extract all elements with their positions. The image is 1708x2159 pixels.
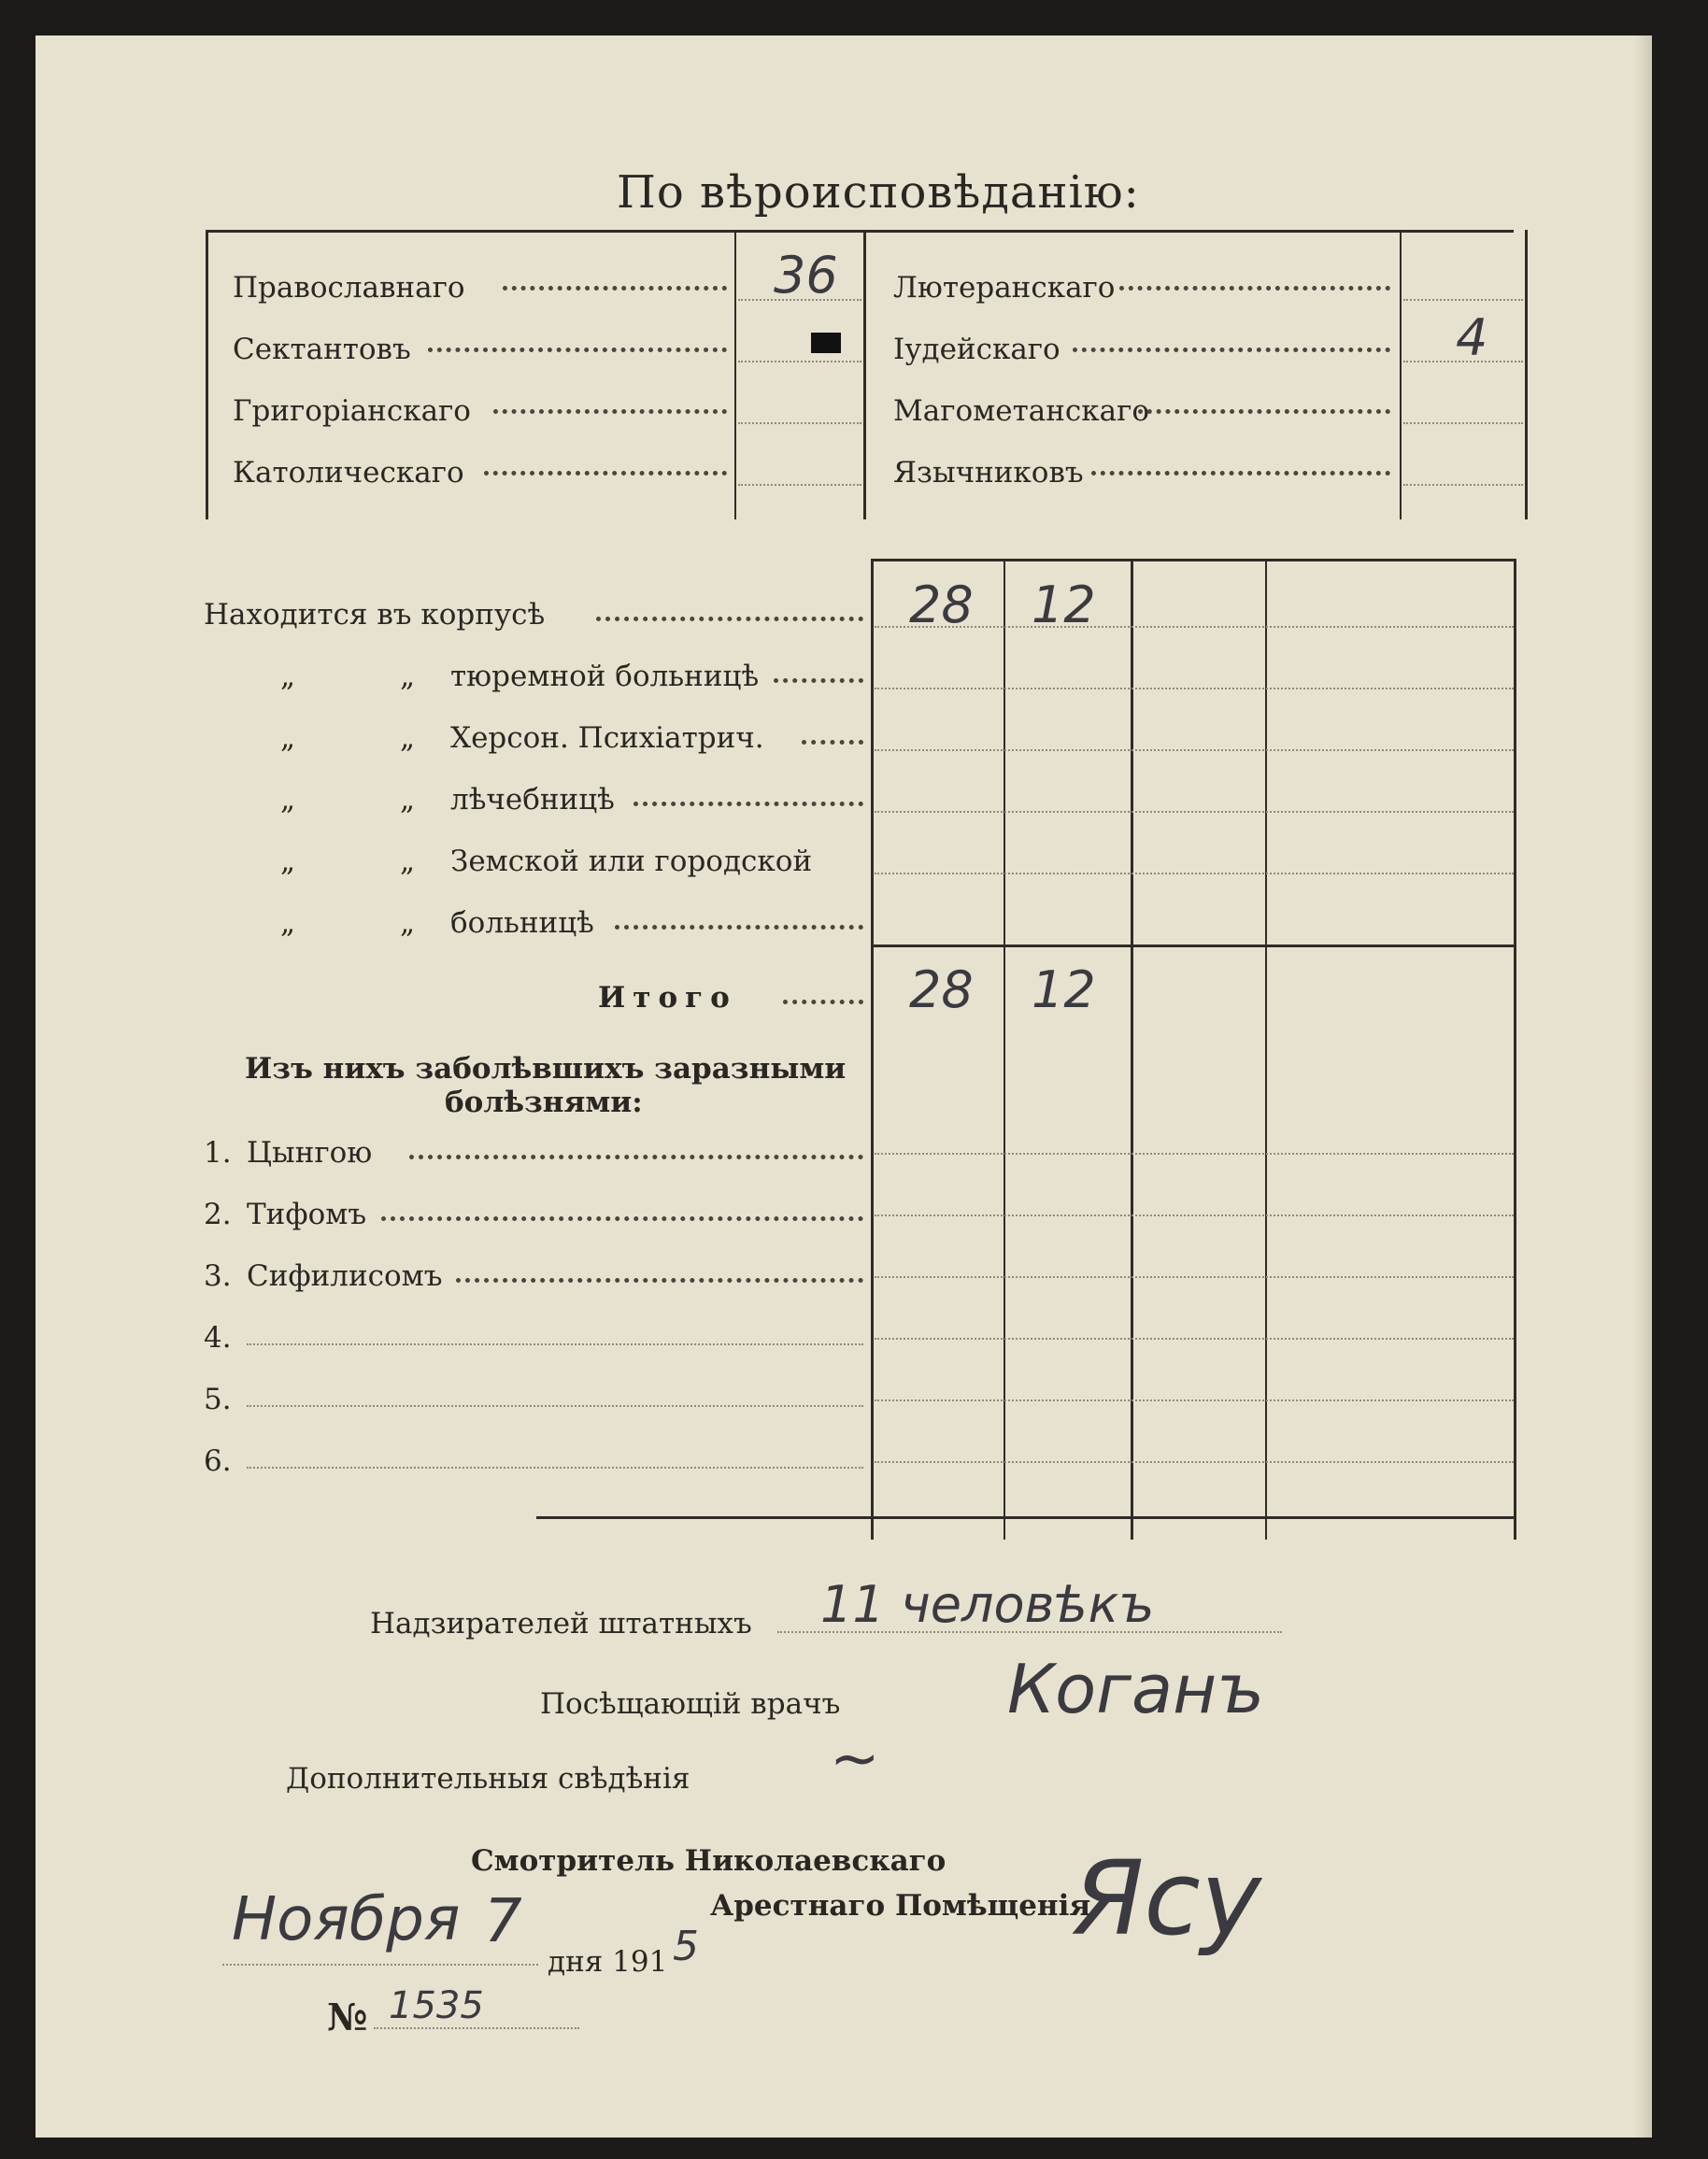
table-left-rule xyxy=(206,230,208,519)
loc-col-rule xyxy=(1131,559,1133,1540)
value-line xyxy=(738,361,861,362)
wardens-label: Надзирателей штатныхъ xyxy=(370,1607,752,1641)
leader-dots xyxy=(633,802,863,806)
form-sheet xyxy=(36,36,1652,2138)
date-year: 5 xyxy=(673,1923,699,1970)
ditto-mark: „ xyxy=(400,783,416,817)
value-line xyxy=(875,1399,1514,1401)
disease-num: 5. xyxy=(204,1383,232,1416)
ditto-mark: „ xyxy=(400,721,416,755)
total-value: 12 xyxy=(1032,960,1096,1019)
ditto-mark: „ xyxy=(280,845,296,878)
leader-dots xyxy=(802,740,863,745)
date-line xyxy=(222,1964,538,1966)
value-line xyxy=(875,1461,1514,1463)
number-value: 1535 xyxy=(389,1984,484,2027)
religion-label: Григоріанскаго xyxy=(233,394,471,428)
loc-col-rule xyxy=(1003,559,1005,1540)
leader-dots xyxy=(774,678,863,683)
disease-num: 4. xyxy=(204,1321,232,1355)
blank-line xyxy=(247,1343,863,1345)
religion-label: Магометанскаго xyxy=(893,394,1150,428)
leader-dots xyxy=(615,925,863,930)
location-row-label: Земской или городской xyxy=(450,845,813,878)
blank-line xyxy=(247,1467,863,1469)
ditto-mark: „ xyxy=(400,845,416,878)
value-line xyxy=(875,811,1514,813)
value-line xyxy=(738,484,861,486)
number-sign: № xyxy=(327,1996,368,2039)
value-line xyxy=(1403,422,1523,424)
religion-label: Язычниковъ xyxy=(893,456,1084,490)
religion-label: Іудейскаго xyxy=(893,333,1060,366)
loc-col-rule xyxy=(1514,559,1516,1540)
disease-label: Тифомъ xyxy=(247,1198,367,1231)
disease-label: Сифилисомъ xyxy=(247,1259,443,1293)
table-right-rule xyxy=(1525,230,1528,519)
diseases-header: болѣзнями: xyxy=(445,1086,643,1119)
leader-dots xyxy=(503,286,727,291)
value-line xyxy=(1403,299,1523,301)
ditto-mark: „ xyxy=(400,906,416,940)
diseases-header: Изъ нихъ заболѣвшихъ заразными xyxy=(245,1052,847,1086)
value-line xyxy=(875,626,1514,628)
value-line xyxy=(875,1276,1514,1278)
leader-dots xyxy=(381,1216,863,1221)
leader-dots xyxy=(596,617,863,621)
location-row-label: Находится въ корпусѣ xyxy=(204,598,546,632)
table-bottom-rule xyxy=(536,1516,1516,1519)
leader-dots xyxy=(1119,286,1390,291)
ditto-mark: „ xyxy=(280,721,296,755)
doctor-value: Коганъ xyxy=(1007,1650,1265,1728)
ink-blot xyxy=(811,333,841,353)
value-line xyxy=(738,299,861,301)
location-row-label: лѣчебницѣ xyxy=(450,783,615,817)
blank-line xyxy=(247,1405,863,1407)
religion-label: Католическаго xyxy=(233,456,464,490)
value-line xyxy=(875,1153,1514,1155)
disease-label: Цынгою xyxy=(247,1136,373,1170)
location-row-label: больницѣ xyxy=(450,906,594,940)
total-label: Итого xyxy=(598,981,737,1015)
additional-value: ~ xyxy=(830,1725,880,1794)
location-row-label: Херсон. Психіатрич. xyxy=(450,721,764,755)
table-mid-rule xyxy=(863,230,866,519)
loc-table-top-rule xyxy=(871,559,1516,561)
leader-dots xyxy=(1138,409,1390,414)
value-line xyxy=(1403,361,1523,362)
supervisor-title: Арестнаго Помѣщенія xyxy=(710,1889,1091,1923)
disease-num: 6. xyxy=(204,1444,232,1478)
leader-dots xyxy=(484,471,727,476)
religion-value: 36 xyxy=(774,246,838,305)
religion-label: Лютеранскаго xyxy=(893,271,1116,305)
loc-col-rule xyxy=(1265,559,1267,1540)
ditto-mark: „ xyxy=(280,660,296,693)
supervisor-signature: Ясу xyxy=(1073,1839,1262,1958)
date-day: 7 xyxy=(484,1887,522,1956)
ditto-mark: „ xyxy=(400,660,416,693)
value-line xyxy=(875,749,1514,751)
date-month: Ноября xyxy=(232,1885,461,1954)
location-row-label: тюремной больницѣ xyxy=(450,660,760,693)
value-line xyxy=(875,1214,1514,1216)
table-col-rule xyxy=(734,230,736,519)
subtotal-rule xyxy=(871,945,1516,947)
religion-label: Сектантовъ xyxy=(233,333,411,366)
location-value: 28 xyxy=(909,575,974,634)
leader-dots xyxy=(409,1155,863,1159)
religion-label: Православнаго xyxy=(233,271,465,305)
additional-label: Дополнительныя свѣдѣнія xyxy=(286,1762,690,1796)
disease-num: 1. xyxy=(204,1136,232,1170)
value-line xyxy=(875,873,1514,874)
leader-dots xyxy=(428,348,727,352)
disease-num: 2. xyxy=(204,1198,232,1231)
number-line xyxy=(374,2027,579,2029)
loc-col-rule xyxy=(871,559,874,1540)
religion-value: 4 xyxy=(1456,308,1488,367)
value-line xyxy=(875,688,1514,689)
leader-dots xyxy=(1091,471,1390,476)
value-line xyxy=(875,1338,1514,1340)
wardens-value: 11 человѣкъ xyxy=(820,1575,1155,1634)
total-value: 28 xyxy=(909,960,974,1019)
leader-dots xyxy=(1073,348,1390,352)
leader-dots xyxy=(783,1000,863,1004)
table-col-rule xyxy=(1400,230,1402,519)
ditto-mark: „ xyxy=(280,783,296,817)
value-line xyxy=(738,422,861,424)
leader-dots xyxy=(493,409,727,414)
doctor-label: Посѣщающій врачъ xyxy=(540,1687,841,1721)
date-label: дня 191 xyxy=(548,1945,668,1979)
value-line xyxy=(1403,484,1523,486)
disease-num: 3. xyxy=(204,1259,232,1293)
page-title: По вѣроисповѣданію: xyxy=(617,166,1140,219)
ditto-mark: „ xyxy=(280,906,296,940)
location-value: 12 xyxy=(1032,575,1096,634)
table-top-rule xyxy=(206,230,1514,233)
leader-dots xyxy=(456,1278,863,1283)
supervisor-title: Смотритель Николаевскаго xyxy=(471,1844,947,1878)
